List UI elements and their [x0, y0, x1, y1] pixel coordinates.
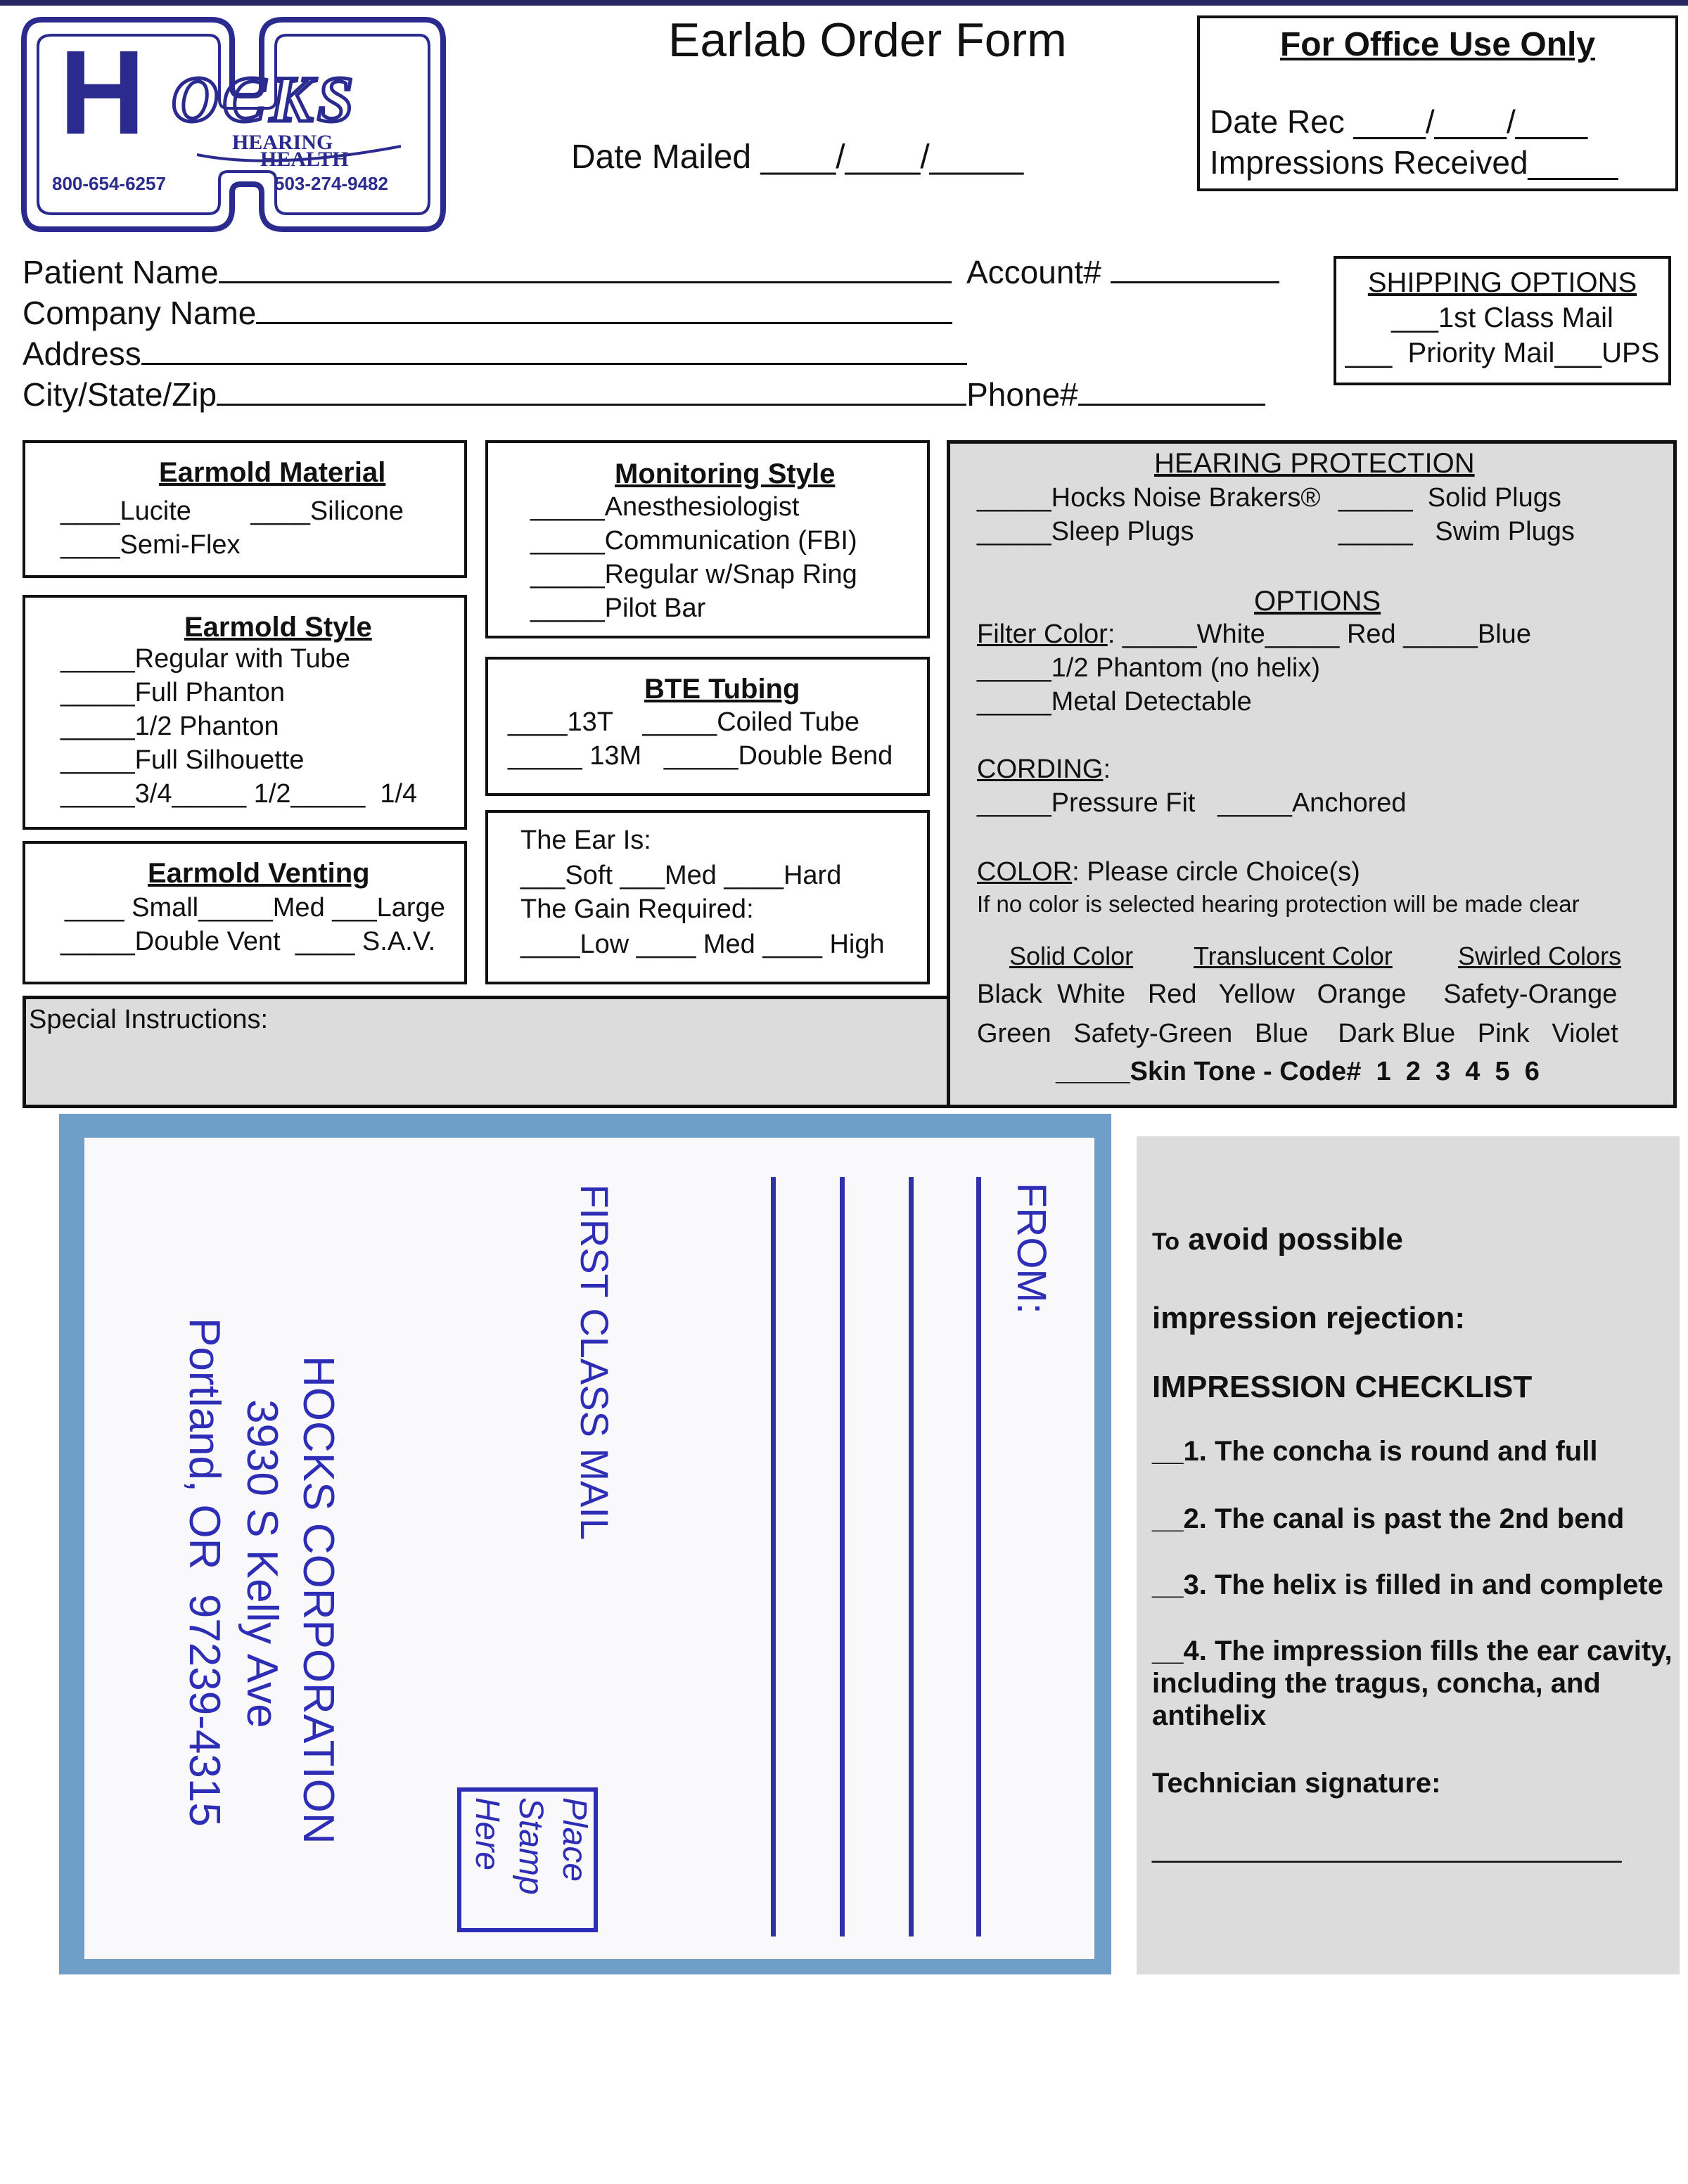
stamp-text-stamp: Stamp	[512, 1797, 549, 1895]
patient-name-label: Patient Name	[23, 254, 219, 290]
patient-name-line[interactable]	[219, 253, 952, 283]
special-instructions-box[interactable]	[23, 996, 951, 1108]
solid-color-heading: Solid Color	[1009, 942, 1134, 970]
earmold-style-item[interactable]: _____Full Phanton	[60, 678, 286, 707]
checklist-item-1[interactable]: __1. The concha is round and full	[1152, 1436, 1598, 1467]
checklist-intro-rest: avoid possible	[1179, 1222, 1403, 1257]
earmold-material-row-1[interactable]: ____Lucite ____Silicone	[60, 496, 404, 526]
monitoring-style-box	[485, 440, 930, 638]
top-border	[0, 0, 1688, 6]
hearing-protection-title: HEARING PROTECTION	[1154, 448, 1475, 479]
color-note: If no color is selected hearing protection will be made clear	[977, 891, 1580, 917]
city-state-zip-line[interactable]	[217, 375, 966, 406]
swirled-colors-heading: Swirled Colors	[1458, 942, 1622, 970]
address-line	[976, 1177, 981, 1936]
phone-line[interactable]	[1078, 375, 1265, 406]
company-name-row[interactable]	[23, 294, 952, 332]
checklist-item-2[interactable]: __2. The canal is past the 2nd bend	[1152, 1503, 1625, 1534]
earmold-style-item[interactable]: _____3/4_____ 1/2_____ 1/4	[60, 779, 418, 809]
bte-tubing-row-2[interactable]: _____ 13M _____Double Bend	[508, 741, 893, 771]
patient-name-row[interactable]	[23, 253, 952, 291]
swim-plugs-option[interactable]: _____ Swim Plugs	[1338, 517, 1575, 546]
logo-phone-right: 503-274-9482	[274, 173, 388, 194]
bte-tubing-title: BTE Tubing	[644, 674, 800, 705]
shipping-title: SHIPPING OPTIONS	[1367, 267, 1637, 298]
logo-wordmark: OCKS	[172, 63, 358, 135]
checklist-intro-1	[1152, 1222, 1403, 1257]
solid-plugs-option[interactable]: _____ Solid Plugs	[1338, 483, 1561, 513]
from-label: FROM:	[1009, 1183, 1054, 1314]
color-label: COLOR	[977, 857, 1073, 887]
filter-color-row[interactable]	[977, 619, 1531, 650]
city-state-zip-label: City/State/Zip	[23, 376, 217, 413]
account-label: Account#	[966, 254, 1101, 290]
logo-phone-left: 800-654-6257	[52, 173, 166, 194]
half-phantom-option[interactable]: _____1/2 Phantom (no helix)	[977, 653, 1320, 683]
address-line[interactable]	[141, 335, 967, 365]
hocks-logo	[21, 17, 446, 232]
date-received-field[interactable]: Date Rec ____/____/____	[1210, 103, 1588, 140]
earmold-material-box	[23, 440, 467, 578]
stamp-text-place: Place	[556, 1797, 593, 1882]
return-address-line-3: Portland, OR 97239-4315	[180, 1318, 229, 1827]
monitoring-style-item[interactable]: _____Pilot Bar	[530, 593, 706, 623]
shipping-options-box	[1334, 256, 1671, 385]
ear-is-label: The Ear Is:	[520, 826, 651, 855]
monitoring-style-item[interactable]: _____Communication (FBI)	[530, 526, 857, 555]
earmold-venting-box	[23, 841, 467, 984]
hearing-protection-panel	[947, 440, 1677, 1108]
impressions-received-field[interactable]: Impressions Received_____	[1210, 144, 1618, 181]
earmold-style-item[interactable]: _____1/2 Phanton	[60, 712, 279, 741]
ear-hardness-row[interactable]: ___Soft ___Med ____Hard	[520, 861, 842, 890]
city-state-zip-row[interactable]	[23, 375, 1265, 413]
checklist-intro-2: impression rejection:	[1152, 1301, 1466, 1335]
bte-tubing-box	[485, 657, 930, 796]
options-title: OPTIONS	[1254, 586, 1381, 617]
logo-tag-hearing: HEARING	[232, 131, 333, 154]
ear-gain-box	[485, 810, 930, 984]
cording-options[interactable]: _____Pressure Fit _____Anchored	[977, 788, 1407, 818]
first-class-mail-label: FIRST CLASS MAIL	[573, 1184, 617, 1541]
translucent-color-heading: Translucent Color	[1194, 942, 1393, 970]
checklist-item-4-end: antihelix	[1152, 1700, 1267, 1731]
return-address-line-2: 3930 S Kelly Ave	[238, 1399, 286, 1728]
monitoring-style-item[interactable]: _____Regular w/Snap Ring	[530, 560, 857, 589]
earmold-style-title: Earmold Style	[184, 612, 372, 643]
skin-tone-option[interactable]: _____Skin Tone - Code# 1 2 3 4 5 6	[1056, 1057, 1540, 1086]
shipping-first-class[interactable]: ___1st Class Mail	[1391, 302, 1613, 333]
cording-label-row	[977, 754, 1111, 785]
earmold-material-title: Earmold Material	[159, 457, 386, 488]
checklist-item-4[interactable]: __4. The impression fills the ear cavity,	[1152, 1636, 1673, 1666]
special-instructions-label: Special Instructions:	[29, 1005, 269, 1034]
stamp-text-here: Here	[468, 1797, 506, 1871]
monitoring-style-title: Monitoring Style	[615, 458, 836, 489]
color-instruction: : Please circle Choice(s)	[1072, 857, 1360, 887]
checklist-item-4-continued: including the tragus, concha, and	[1152, 1668, 1601, 1699]
technician-signature-line[interactable]: ______________________________	[1152, 1832, 1622, 1863]
account-row[interactable]	[966, 253, 1279, 291]
gain-level-row[interactable]: ____Low ____ Med ____ High	[520, 930, 885, 959]
address-label: Address	[23, 335, 141, 372]
filter-color-label: Filter Color	[977, 619, 1108, 649]
company-name-label: Company Name	[23, 295, 257, 331]
address-line	[771, 1177, 776, 1936]
address-row[interactable]	[23, 335, 967, 373]
metal-detectable-option[interactable]: _____Metal Detectable	[977, 687, 1252, 717]
earmold-material-row-2[interactable]: ____Semi-Flex	[60, 530, 241, 560]
noise-brakers-option[interactable]: _____Hocks Noise Brakers®	[977, 483, 1321, 513]
office-use-title: For Office Use Only	[1279, 26, 1596, 63]
form-title: Earlab Order Form	[668, 13, 1067, 67]
address-line	[840, 1177, 845, 1936]
address-line	[909, 1177, 914, 1936]
earmold-venting-title: Earmold Venting	[148, 858, 370, 889]
color-choices-row-1[interactable]: Black White Red Yellow Orange Safety-Orange	[977, 979, 1618, 1009]
monitoring-style-item[interactable]: _____Anesthesiologist	[530, 492, 800, 522]
impression-checklist-panel	[1137, 1136, 1680, 1974]
sleep-plugs-option[interactable]: _____Sleep Plugs	[977, 517, 1194, 546]
earmold-style-item[interactable]: _____Full Silhouette	[60, 745, 305, 775]
checklist-title: IMPRESSION CHECKLIST	[1152, 1370, 1533, 1404]
earmold-venting-row-2[interactable]: _____Double Vent ____ S.A.V.	[60, 927, 436, 956]
gain-required-label: The Gain Required:	[520, 894, 754, 924]
logo-tag-health: HEALTH	[260, 148, 349, 171]
date-mailed-field[interactable]: Date Mailed ____/____/_____	[571, 139, 1024, 176]
earmold-style-item[interactable]: _____Regular with Tube	[60, 644, 350, 674]
checklist-intro-small: To	[1152, 1228, 1180, 1255]
color-label-row	[977, 857, 1360, 887]
filter-color-choices[interactable]: : _____White_____ Red _____Blue	[1107, 619, 1531, 649]
bte-tubing-row-1[interactable]: ____13T _____Coiled Tube	[508, 707, 860, 737]
earmold-style-box	[23, 595, 467, 830]
shipping-priority-ups[interactable]: ___ Priority Mail___UPS	[1345, 338, 1660, 368]
account-line[interactable]	[1111, 253, 1279, 283]
technician-signature-label: Technician signature:	[1152, 1768, 1441, 1799]
cording-label: CORDING	[977, 754, 1104, 784]
office-use-box	[1197, 15, 1678, 191]
earmold-venting-row-1[interactable]: ____ Small_____Med ___Large	[65, 893, 445, 923]
color-choices-row-2[interactable]: Green Safety-Green Blue Dark Blue Pink Violet	[977, 1019, 1618, 1048]
cording-colon: :	[1103, 754, 1111, 784]
logo-letter-h: H	[59, 26, 146, 160]
checklist-item-3[interactable]: __3. The helix is filled in and complete	[1152, 1569, 1663, 1600]
company-name-line[interactable]	[256, 294, 952, 324]
phone-label: Phone#	[966, 376, 1078, 413]
return-address-line-1: HOCKS CORPORATION	[294, 1356, 343, 1844]
